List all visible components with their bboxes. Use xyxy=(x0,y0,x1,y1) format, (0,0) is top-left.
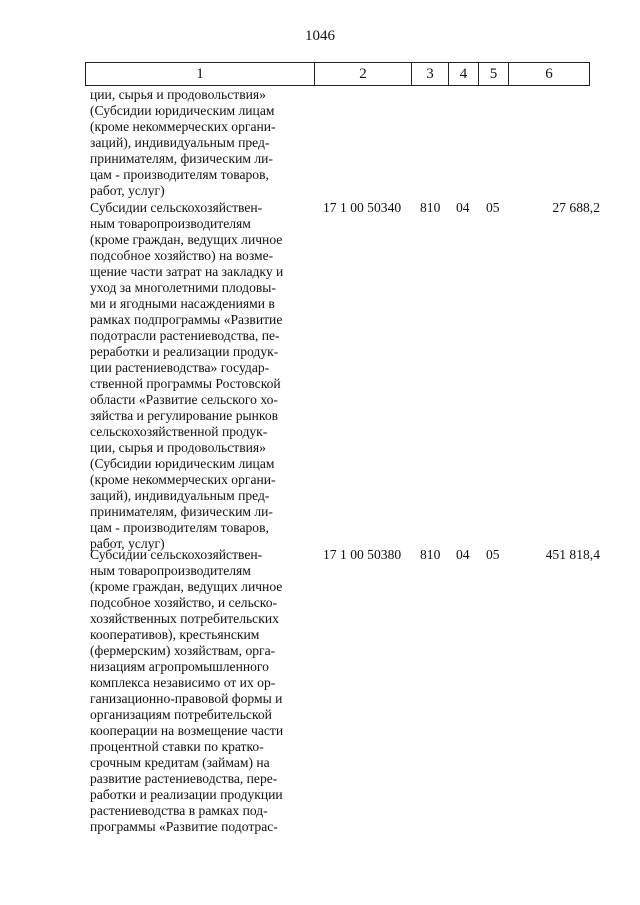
table-row-pr: 05 xyxy=(486,200,500,215)
page-number: 1046 xyxy=(305,28,335,44)
table-row-amount: 27 688,2 xyxy=(552,200,600,215)
column-header-row xyxy=(86,63,590,86)
column-header-1: 1 xyxy=(86,63,315,86)
column-header-table xyxy=(85,62,590,86)
table-row-code: 17 1 00 50380 xyxy=(323,547,402,562)
table-row-amount: 451 818,4 xyxy=(545,547,600,562)
column-header-5: 5 xyxy=(479,63,509,86)
column-header-2: 2 xyxy=(315,63,412,86)
column-header-3: 3 xyxy=(412,63,449,86)
table-row-code: 17 1 00 50340 xyxy=(323,200,402,215)
table-row-text: ции, сырья и продовольствия» (Субсидии юридическим лицам (кроме некоммерческих органи- заций), индивидуальным пред- принимателям, физическим ли- цам - производителям товаров, работ, услуг) xyxy=(90,87,276,198)
table-row-text: Субсидии сельскохозяйствен- ным товаропроизводителям (кроме граждан, ведущих личное подсобное хозяйство) на возме- щение части затрат на закладку и уход за многолетними плодовы- ми и ягодными насаждениями в рамках подпрограммы «Развитие подотрасли растениеводства, пе- реработки и реализации продук- ции растениеводства» государ- ственной программы Ростовской области «Развитие сельского хо- зяйства и регулирование рынков сельскохозяйственной продук- ции, сырья и продовольствия» (Субсидии юридическим лицам (кроме некоммерческих органи- заций), индивидуальным пред- принимателям, физическим ли- цам - производителям товаров, работ, услуг) xyxy=(90,200,284,551)
table-row-vr: 810 xyxy=(420,547,441,562)
column-header-4: 4 xyxy=(449,63,479,86)
table-row-pr: 05 xyxy=(486,547,500,562)
table-row-text: Субсидии сельскохозяйствен- ным товаропроизводителям (кроме граждан, ведущих личное подсобное хозяйство, и сельско- хозяйственных потребительских кооперативов), крестьянским (фермерским) хозяйствам, орга- низациям агропромышленного комплекса независимо от их ор- ганизационно-правовой формы и организациям потребительской кооперации на возмещение части процентной ставки по кратко- срочным кредитам (займам) на развитие растениеводства, пере- работки и реализации продукции растениеводства в рамках под- программы «Развитие подотрас- xyxy=(90,547,284,834)
table-row-rz: 04 xyxy=(456,547,470,562)
table-row-rz: 04 xyxy=(456,200,470,215)
column-header-6: 6 xyxy=(509,63,590,86)
table-row-vr: 810 xyxy=(420,200,441,215)
